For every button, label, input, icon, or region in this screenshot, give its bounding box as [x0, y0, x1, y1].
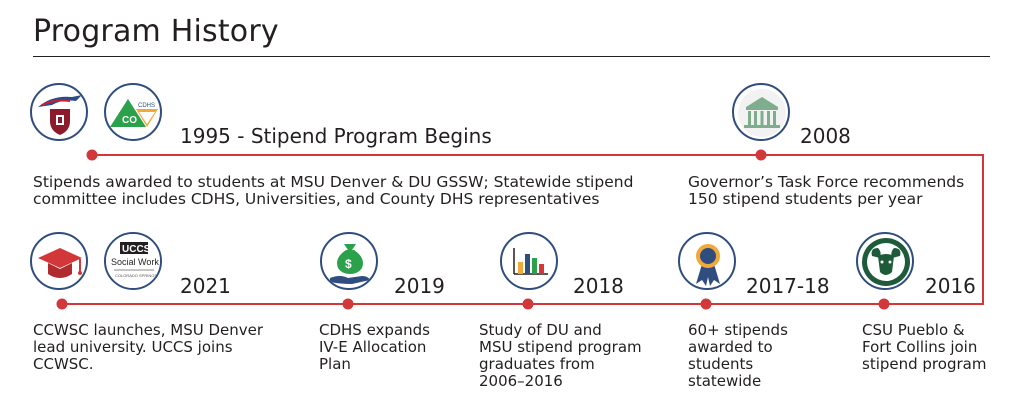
timeline-dot-2019	[343, 299, 354, 310]
money-bag-hand-icon	[320, 232, 378, 290]
uccs-text: UCCS	[122, 244, 151, 255]
event-year-2021: 2021	[180, 274, 231, 298]
event-desc-2017-18: 60+ stipends awarded to students statewide	[688, 321, 788, 390]
timeline-dot-2017-18	[701, 299, 712, 310]
timeline-dot-2018	[523, 299, 534, 310]
event-desc-2021: CCWSC launches, MSU Denver lead university. UCCS joins CCWSC.	[33, 321, 264, 373]
page-title: Program History	[33, 14, 279, 49]
uccs-social-work-logo	[104, 232, 162, 290]
capitol-building-icon	[732, 83, 790, 141]
event-desc-2008: Governor’s Task Force recommends 150 stipend students per year	[688, 173, 965, 208]
co-logo-text: CO	[122, 115, 137, 126]
csu-ram-logo	[856, 232, 914, 290]
event-year-2016: 2016	[925, 274, 976, 298]
timeline-dot-2021	[57, 299, 68, 310]
event-desc-2019: CDHS expands IV-E Allocation Plan	[319, 321, 430, 373]
award-ribbon-icon	[678, 232, 736, 290]
social-work-text: Social Work	[111, 257, 159, 267]
event-year-2019: 2019	[394, 274, 445, 298]
timeline-dot-2016	[879, 299, 890, 310]
event-year-2008: 2008	[800, 124, 851, 148]
event-year-2017-18: 2017-18	[746, 274, 830, 298]
timeline-dot-2008	[756, 150, 767, 161]
cdhs-logo-text: CDHS	[138, 103, 156, 109]
event-desc-1995: Stipends awarded to students at MSU Denver & DU GSSW; Statewide stipend committee includes CDHS, Universities, and County DHS representatives	[33, 173, 634, 208]
cdhs-logo	[104, 83, 162, 141]
event-desc-2018: Study of DU and MSU stipend program graduates from 2006–2016	[479, 321, 642, 390]
bar-chart-icon	[500, 232, 558, 290]
svg-text:$: $	[345, 257, 352, 271]
msu-denver-logo	[30, 83, 88, 141]
timeline-dot-1995	[87, 150, 98, 161]
event-year-1995: 1995 - Stipend Program Begins	[180, 124, 492, 148]
colorado-springs-text: COLORADO SPRINGS	[115, 273, 158, 278]
event-year-2018: 2018	[573, 274, 624, 298]
graduation-cap-icon	[30, 232, 88, 290]
event-desc-2016: CSU Pueblo & Fort Collins join stipend program	[862, 321, 987, 373]
